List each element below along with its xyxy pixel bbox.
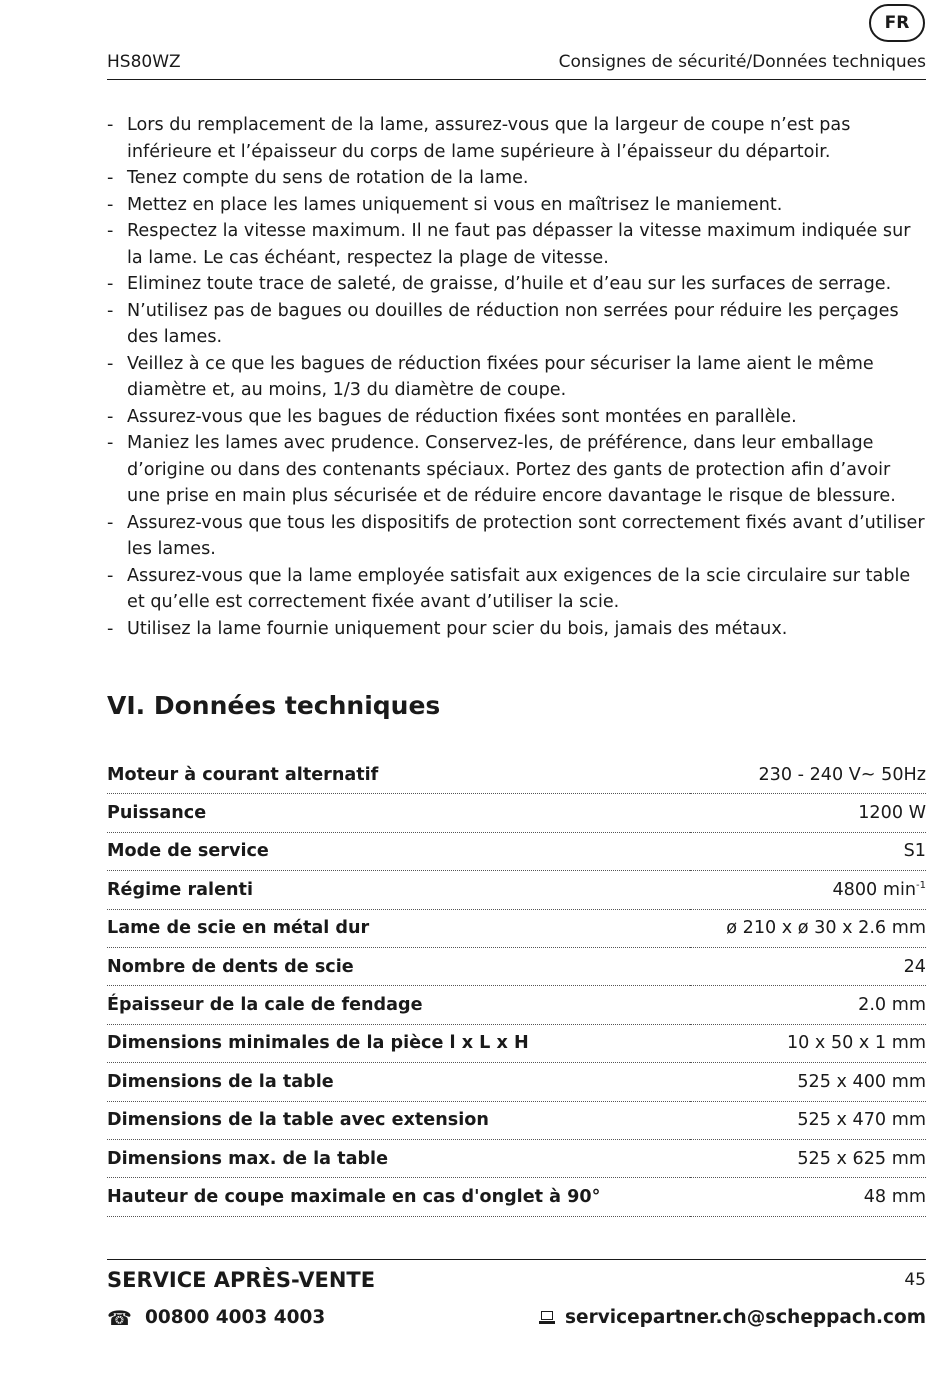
spec-label: Mode de service	[107, 832, 690, 870]
spec-value-exponent: -1	[916, 880, 926, 891]
spec-value	[690, 756, 926, 794]
spec-value-text: 525 x 625 mm	[797, 1148, 926, 1169]
tech-specs-table	[107, 756, 926, 1217]
spec-row	[107, 1101, 926, 1139]
spec-label: Épaisseur de la cale de fendage	[107, 986, 690, 1024]
spec-label: Puissance	[107, 794, 690, 832]
safety-bullet-item: - Veillez à ce que les bagues de réduction fixées pour sécuriser la lame aient le même diamètre et, au moins, 1/3 du diamètre de coupe.	[107, 351, 926, 404]
safety-bullet-item: - Maniez les lames avec prudence. Conservez-les, de préférence, dans leur emballage d’origine ou dans des contenants spéciaux. Portez des gants de protection afin d’avoir une prise en main plus sécurisée et de réduire encore davantage le risque de blessure.	[107, 430, 926, 510]
spec-row	[107, 832, 926, 870]
spec-value-text: 2.0 mm	[858, 995, 926, 1016]
safety-bullet-item: - Utilisez la lame fournie uniquement pour scier du bois, jamais des métaux.	[107, 616, 926, 643]
spec-label: Dimensions minimales de la pièce l x L x H	[107, 1024, 690, 1062]
spec-value	[690, 1178, 926, 1216]
safety-bullet-item: - Assurez-vous que la lame employée satisfait aux exigences de la scie circulaire sur table et qu’elle est correctement fixée avant d’utiliser la scie.	[107, 563, 926, 616]
spec-value	[690, 832, 926, 870]
spec-value	[690, 1024, 926, 1062]
safety-bullet-item: - Lors du remplacement de la lame, assurez-vous que la largeur de coupe n’est pas inférieure et l’épaisseur du corps de lame supérieure à l’épaisseur du départoir.	[107, 112, 926, 165]
service-phone	[107, 1302, 325, 1334]
spec-value	[690, 1101, 926, 1139]
safety-bullet-item: - Assurez-vous que tous les dispositifs de protection sont correctement fixés avant d’utiliser les lames.	[107, 510, 926, 563]
safety-bullet-item: - N’utilisez pas de bagues ou douilles de réduction non serrées pour réduire les perçages des lames.	[107, 298, 926, 351]
spec-label: Dimensions max. de la table	[107, 1139, 690, 1177]
spec-row	[107, 871, 926, 909]
spec-value-text: 4800 min	[832, 879, 917, 900]
spec-label: Moteur à courant alternatif	[107, 756, 690, 794]
spec-label: Dimensions de la table avec extension	[107, 1101, 690, 1139]
service-email	[539, 1302, 926, 1334]
spec-label: Régime ralenti	[107, 871, 690, 909]
spec-row	[107, 947, 926, 985]
spec-value	[690, 986, 926, 1024]
spec-value	[690, 909, 926, 947]
safety-bullet-item: - Respectez la vitesse maximum. Il ne faut pas dépasser la vitesse maximum indiquée sur la lame. Le cas échéant, respectez la plage de vitesse.	[107, 218, 926, 271]
spec-label: Lame de scie en métal dur	[107, 909, 690, 947]
spec-row	[107, 986, 926, 1024]
model-name: HS80WZ	[107, 52, 181, 72]
language-badge: FR	[869, 4, 925, 42]
spec-value-text: 525 x 400 mm	[797, 1071, 926, 1092]
spec-value	[690, 794, 926, 832]
spec-value	[690, 1063, 926, 1101]
spec-row	[107, 909, 926, 947]
phone-number: 00800 4003 4003	[145, 1307, 326, 1328]
spec-label: Dimensions de la table	[107, 1063, 690, 1101]
spec-value-text: 10 x 50 x 1 mm	[786, 1033, 926, 1054]
spec-row	[107, 1139, 926, 1177]
spec-value	[690, 947, 926, 985]
tech-section-title: VI. Données techniques	[107, 691, 441, 720]
spec-value-text: ø 210 x ø 30 x 2.6 mm	[726, 918, 926, 939]
spec-value-text: 48 mm	[863, 1186, 926, 1207]
spec-value-text: 1200 W	[858, 803, 926, 824]
safety-bullet-item: - Assurez-vous que les bagues de réduction fixées sont montées en parallèle.	[107, 404, 926, 431]
spec-label: Hauteur de coupe maximale en cas d'onglet à 90°	[107, 1178, 690, 1216]
page-number: 45	[904, 1270, 926, 1290]
service-title: SERVICE APRÈS-VENTE	[107, 1268, 376, 1292]
spec-row	[107, 794, 926, 832]
header-section-title: Consignes de sécurité/Données techniques	[558, 52, 926, 72]
spec-value-text: 230 - 240 V~ 50Hz	[758, 764, 926, 785]
page-header	[107, 48, 926, 80]
safety-bullet-item: - Mettez en place les lames uniquement si vous en maîtrisez le maniement.	[107, 192, 926, 219]
spec-value	[690, 871, 926, 909]
spec-value-text: 525 x 470 mm	[797, 1110, 926, 1131]
spec-row	[107, 1063, 926, 1101]
safety-instructions-list	[107, 112, 926, 642]
spec-row	[107, 756, 926, 794]
laptop-icon	[539, 1311, 555, 1325]
safety-bullet-item: - Tenez compte du sens de rotation de la lame.	[107, 165, 926, 192]
spec-row	[107, 1024, 926, 1062]
spec-value-text: S1	[903, 841, 926, 862]
footer-divider	[107, 1259, 926, 1260]
spec-value-text: 24	[903, 956, 926, 977]
spec-row	[107, 1178, 926, 1216]
spec-value	[690, 1139, 926, 1177]
email-address: servicepartner.ch@scheppach.com	[565, 1307, 926, 1328]
telephone-icon: ☎	[107, 1306, 132, 1330]
spec-label: Nombre de dents de scie	[107, 947, 690, 985]
safety-bullet-item: - Eliminez toute trace de saleté, de graisse, d’huile et d’eau sur les surfaces de serrage.	[107, 271, 926, 298]
